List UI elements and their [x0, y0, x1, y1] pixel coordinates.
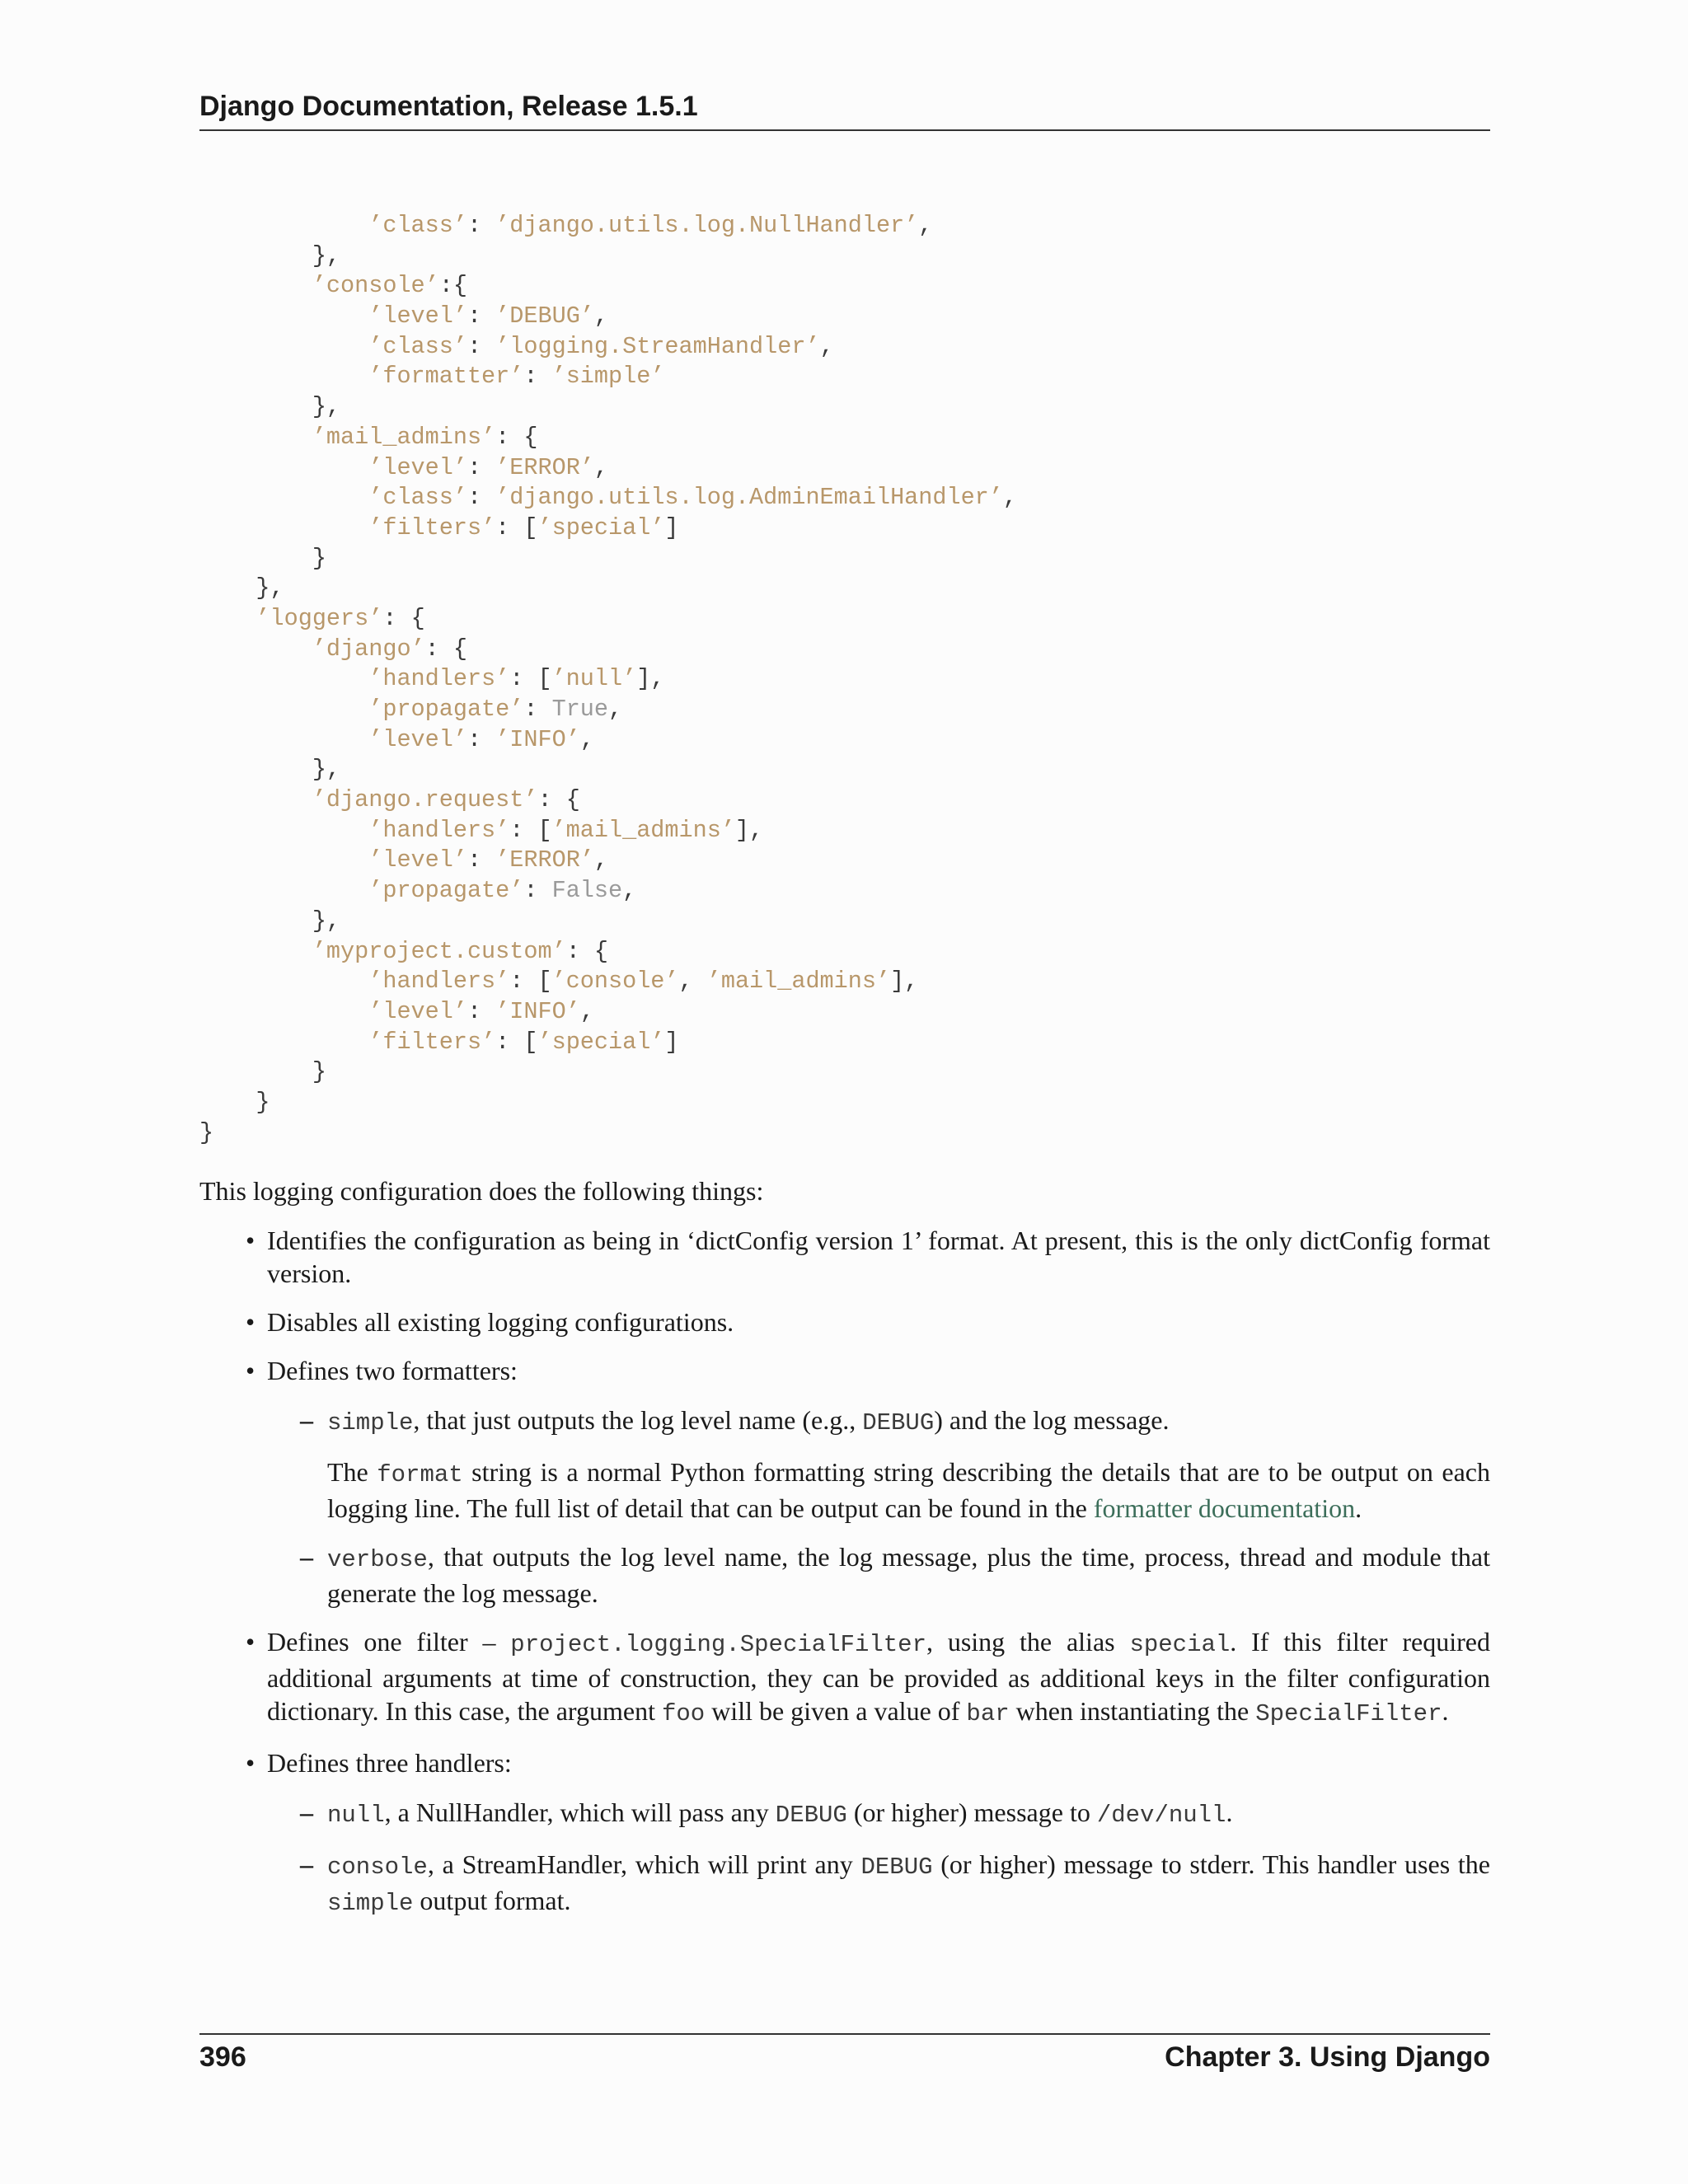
code-block	[199, 211, 1490, 1148]
bullet: •	[246, 1748, 256, 1778]
list-item	[199, 1354, 1490, 1387]
dash: –	[300, 1797, 313, 1827]
item-text: , that just outputs the log level name (e.g.,	[413, 1405, 863, 1435]
code-literal: simple	[327, 1890, 414, 1917]
code-line: ’class’: ’django.utils.log.NullHandler’,	[368, 212, 933, 239]
code-literal: DEBUG	[775, 1802, 847, 1829]
code-literal: DEBUG	[860, 1854, 933, 1881]
code-line: ’formatter’: ’simple’	[368, 363, 665, 391]
sub-list-item	[199, 1848, 1490, 1920]
item-text: , a NullHandler, which will pass any	[384, 1797, 776, 1827]
code-line: ’console’:{	[312, 272, 467, 300]
sub-list-item	[199, 1540, 1490, 1610]
sub-list-item	[199, 1404, 1490, 1440]
item-text: , that outputs the log level name, the log message, plus the time, process, thread and module that generate the log message.	[327, 1542, 1490, 1608]
page-number: 396	[199, 2041, 246, 2073]
formatter-documentation-link[interactable]: formatter documentation	[1093, 1493, 1356, 1523]
code-line: ’propagate’: True,	[368, 696, 623, 723]
item-text: Defines two formatters:	[267, 1356, 518, 1385]
code-literal: /dev/null	[1096, 1802, 1226, 1829]
code-literal: simple	[327, 1409, 414, 1436]
code-literal: DEBUG	[862, 1409, 935, 1436]
code-line: ’handlers’: [’console’, ’mail_admins’],	[368, 968, 919, 996]
code-literal: format	[377, 1461, 463, 1488]
dash: –	[300, 1405, 313, 1435]
item-text: (or higher) message to stderr. This handler uses the	[932, 1849, 1491, 1879]
item-text: . If this filter required additional arguments at time of construction, they can be provided as additional keys in the filter configuration dictionary. In this case, the argument	[267, 1627, 1491, 1726]
code-literal: verbose	[327, 1546, 428, 1573]
code-line: ’filters’: [’special’]	[368, 1028, 679, 1056]
bullet: •	[246, 1627, 256, 1657]
item-text: output format.	[413, 1886, 571, 1915]
intro-paragraph: This logging configuration does the following things:	[199, 1176, 764, 1206]
code-line: ’django.request’: {	[312, 786, 580, 814]
code-line: ’class’: ’django.utils.log.AdminEmailHandler’,	[368, 484, 1017, 512]
page-footer	[199, 2041, 1490, 2074]
item-text: Identifies the configuration as being in ‘dictConfig version 1’ format. At present, this is the only dictConfig format version.	[267, 1226, 1490, 1288]
code-line: },	[199, 241, 341, 269]
code-literal: bar	[966, 1700, 1010, 1727]
list-item	[199, 1746, 1490, 1779]
sub-list-item	[199, 1796, 1490, 1832]
code-line: ’level’: ’ERROR’,	[368, 453, 609, 481]
header-rule	[199, 129, 1490, 131]
code-line: ’filters’: [’special’]	[368, 513, 679, 541]
item-text: will be given a value of	[705, 1696, 967, 1726]
code-line: },	[199, 574, 284, 602]
item-text: ) and the log message.	[934, 1405, 1170, 1435]
item-text: , using the alias	[926, 1627, 1130, 1657]
code-literal: console	[327, 1854, 428, 1881]
code-line: },	[199, 756, 341, 784]
code-line: }	[199, 1088, 270, 1116]
code-line: }	[199, 544, 326, 572]
code-literal: special	[1129, 1631, 1231, 1658]
bullet: •	[246, 1307, 256, 1337]
item-text: Defines one filter –	[267, 1627, 511, 1657]
list-item	[199, 1224, 1490, 1290]
item-text: , a StreamHandler, which will print any	[427, 1849, 861, 1879]
item-text: .	[1442, 1696, 1449, 1726]
code-line: ’level’: ’INFO’,	[368, 725, 594, 753]
dash: –	[300, 1542, 313, 1572]
code-line: ’myproject.custom’: {	[312, 937, 608, 965]
list-item	[199, 1305, 1490, 1338]
item-text: .	[1226, 1797, 1233, 1827]
code-line: ’handlers’: [’null’],	[368, 665, 665, 693]
item-text: string is a normal Python formatting string describing the details that are to be output on each logging line. The full list of detail that can be output can be found in the	[327, 1457, 1491, 1523]
code-line: }	[199, 1118, 214, 1146]
item-text: The	[327, 1457, 377, 1487]
code-line: ’loggers’: {	[256, 604, 425, 632]
code-line: },	[199, 907, 341, 935]
footer-rule	[199, 2033, 1490, 2035]
code-line: ’level’: ’ERROR’,	[368, 846, 609, 874]
chapter-title: Chapter 3. Using Django	[1165, 2041, 1490, 2073]
document-page	[199, 0, 1490, 2184]
list-item	[199, 1625, 1490, 1731]
code-line: }	[199, 1058, 326, 1086]
code-line: },	[199, 393, 341, 421]
item-text: (or higher) message to	[846, 1797, 1097, 1827]
item-text: when instantiating the	[1009, 1696, 1256, 1726]
sub-paragraph	[199, 1455, 1490, 1525]
page-header: Django Documentation, Release 1.5.1	[199, 91, 698, 122]
code-line: ’django’: {	[312, 635, 467, 663]
code-literal: foo	[661, 1700, 706, 1727]
code-line: ’propagate’: False,	[368, 877, 637, 905]
code-literal: null	[327, 1802, 385, 1829]
code-literal: SpecialFilter	[1255, 1700, 1442, 1727]
code-line: ’level’: ’DEBUG’,	[368, 302, 609, 330]
dash: –	[300, 1849, 313, 1879]
body-text	[199, 1174, 1490, 1920]
code-literal: project.logging.SpecialFilter	[510, 1631, 926, 1658]
item-text: Defines three handlers:	[267, 1748, 512, 1778]
code-line: ’class’: ’logging.StreamHandler’,	[368, 332, 834, 360]
bullet: •	[246, 1226, 256, 1255]
code-line: ’level’: ’INFO’,	[368, 997, 594, 1025]
item-text: Disables all existing logging configurations.	[267, 1307, 734, 1337]
item-text: .	[1355, 1493, 1362, 1523]
code-line: ’handlers’: [’mail_admins’],	[368, 816, 764, 844]
bullet: •	[246, 1356, 256, 1385]
code-line: ’mail_admins’: {	[312, 423, 538, 451]
